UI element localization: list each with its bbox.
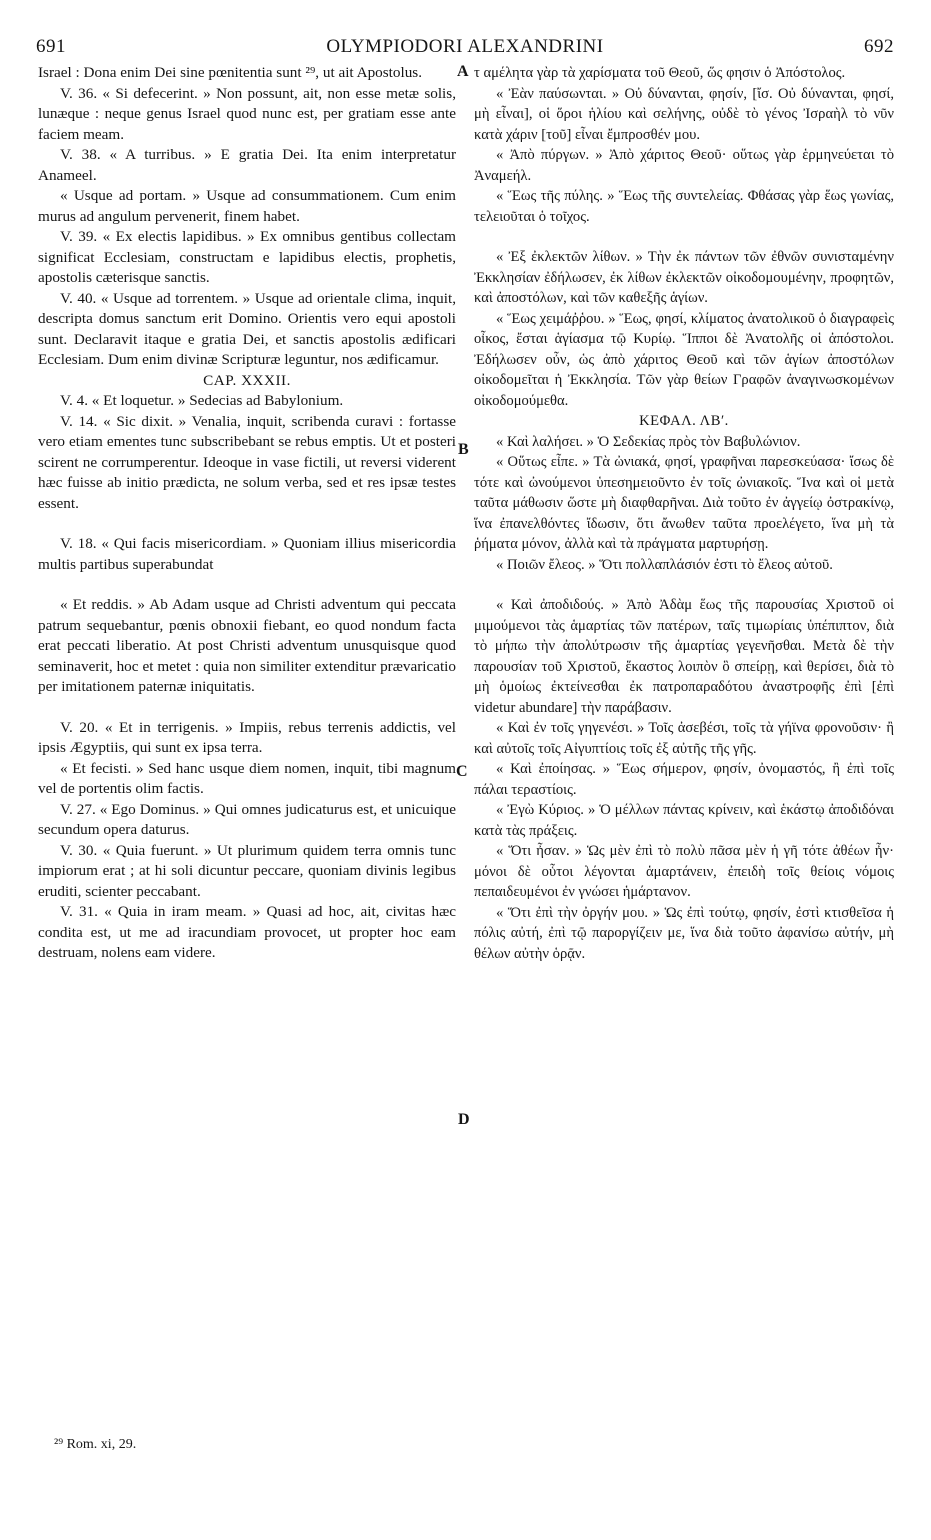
greek-paragraph: τ αμέλητα γὰρ τὰ χαρίσματα τοῦ Θεοῦ, ὥς φησιν ὁ Ἀπόστολος. xyxy=(474,65,846,81)
greek-paragraph: « Ἐξ ἐκλεκτῶν λίθων. » Τὴν ἐκ πάντων τῶν ἐθνῶν συνισταμένην Ἐκκλησίαν ἐδήλωσεν, ἐκ λίθων ἐκλεκτῶν οἰκοδομουμένην, προφητῶν, καὶ ἀποστόλων, καὶ τῶν καθεξῆς ἁγίων. xyxy=(474,249,894,306)
greek-paragraph: « Ἀπὸ πύργων. » Ἀπὸ χάριτος Θεοῦ· οὕτως γὰρ ἑρμηνεύεται τὸ Ἀναμεήλ. xyxy=(474,147,894,184)
latin-paragraph: V. 39. « Ex electis lapidibus. » Ex omnibus gentibus collectam significat Ecclesiam, constructam e lapidibus electis, prophetis, apostolis cæterisque sanctis. xyxy=(38,228,456,286)
latin-chapter-heading: CAP. XXXII. xyxy=(203,371,291,389)
greek-paragraph: « Οὕτως εἶπε. » Τὰ ὠνιακά, φησί, γραφῆναι παρεσκεύασα· ἴσως δὲ τότε καὶ ὠνούμενοι ὑπεσημειοῦντο ἐν τοῖς ὠνιακοῖς. Ἵνα καὶ οἱ μετὰ ταῦτα μάθωσιν ὥστε μὴ διαφθαρῆναι. Διὰ τοῦτο ἐν ἀγγείῳ ὀστρακίνῳ, ἵνα ἐπανελθόντες ἴδωσιν, ὅτι ἄνωθεν ταῦτα προελέγετο, ἵνα μὴ τὰ ῥήματα μόνον, ἀλλὰ καὶ τὰ πράγματα μαρτυρήσῃ. xyxy=(474,454,894,552)
latin-paragraph: V. 14. « Sic dixit. » Venalia, inquit, scribenda curavi : fortasse vero etiam ementes tunc subscribebant se rebus emptis. Ut et posteri scirent ne corrumperentur. Ideoque in vase fictili, ut reversi viderent hæc fuisse ab initio prædicta, ne solum verba, sed et res ipsæ testes essent. xyxy=(38,412,456,512)
page-number-left: 691 xyxy=(36,36,66,57)
greek-paragraph: « Ποιῶν ἔλεος. » Ὅτι πολλαπλάσιόν ἐστι τὸ ἔλεος αὐτοῦ. xyxy=(496,556,833,573)
latin-paragraph: « Et fecisti. » Sed hanc usque diem nomen, inquit, tibi magnum vel de portentis olim factis. xyxy=(38,759,456,797)
latin-paragraph: « Usque ad portam. » Usque ad consummationem. Cum enim murus ad angulum pervenerit, finem habet. xyxy=(38,187,456,225)
latin-paragraph: V. 20. « Et in terrigenis. » Impiis, rebus terrenis addictis, vel ipsis Ægyptiis, qui sunt ex ipsa terra. xyxy=(38,718,456,756)
column-marker-b: B xyxy=(458,441,469,458)
spacer xyxy=(38,698,456,718)
greek-paragraph: « Ἕως χειμάῤῥου. » Ἕως, φησί, κλίματος ἀνατολικοῦ ὁ διαγραφεὶς οἶκος, ἔσται ἁγίασμα τῷ Κυρίῳ. Ἵπποι δὲ Ἀνατολῆς οἱ ἀπόστολοι. Ἐδήλωσεν οὖν, ὡς ἀπὸ χάριτος Θεοῦ καὶ τῶν ἁγίων ἀποστόλων οἰκοδομεῖται ἡ Ἐκκλησία. Τῶν γὰρ θείων Γραφῶν ἀναγινωσκομένων οἰκοδομούμεθα. xyxy=(474,310,894,409)
spacer xyxy=(474,227,894,247)
footnote: ²⁹ Rom. xi, 29. xyxy=(54,1437,137,1452)
greek-paragraph: « Ἐὰν παύσωνται. » Οὐ δύνανται, φησίν, [ἴσ. Οὐ δύνανται, φησί, μὴ εἶναι], οἱ ὅροι ἡλίου καὶ σελήνης, οὐδὲ τὸ γένος Ἰσραὴλ τὸ νῦν κατὰ χάριν [τοῦ] εἶναι ἔμπροσθέν μου. xyxy=(474,85,894,143)
latin-paragraph: V. 27. « Ego Dominus. » Qui omnes judicaturus est, et unicuique secundum opera daturus. xyxy=(38,800,456,838)
greek-paragraph: « Ὅτι ἦσαν. » Ὡς μὲν ἐπὶ τὸ πολὺ πᾶσα μὲν ἡ γῆ τότε ἀθέων ἦν· μόνοι δὲ οὗτοι λέγονται ἁμαρτάνειν, ἐπειδὴ τοῖς θείοις νόμοις πεπαιδευμένοι ἐν γνώσει ἡμάρτανον. xyxy=(474,843,894,900)
greek-paragraph: « Ἕως τῆς πύλης. » Ἕως τῆς συντελείας. Φθάσας γὰρ ἕως γωνίας, τελειοῦται ὁ τοῖχος. xyxy=(474,188,894,225)
page-number-right: 692 xyxy=(864,36,894,57)
greek-paragraph: « Καὶ ἐποίησας. » Ἕως σήμερον, φησίν, ὀνομαστός, ἢ ἐπὶ τοῖς πάλαι τεραστίοις. xyxy=(474,761,894,798)
latin-paragraph: « Et reddis. » Ab Adam usque ad Christi adventum qui peccata patrum sequebantur, pœnis obnoxii fiebant, eo quod nondum facta erat peccati liberatio. At post Christi adventum unusquisque quod seminaverit, hoc et metet : quia non similiter extenditur prævaricatio per imitationem paternæ iniquitatis. xyxy=(38,596,456,695)
greek-paragraph: « Καὶ ἐν τοῖς γηγενέσι. » Τοῖς ἀσεβέσι, τοῖς τὰ γήϊνα φρονοῦσιν· ἢ καὶ αὐτοῖς τοῖς Αἰγυπτίοις τοῖς ἐξ αὐτῆς τῆς γῆς. xyxy=(474,720,894,757)
latin-paragraph: V. 36. « Si defecerint. » Non possunt, ait, non esse metæ solis, lunæque : neque genus Israel quod nunc est, per gratiam esse ante faciem meam. xyxy=(38,84,456,143)
spacer xyxy=(38,575,456,595)
latin-paragraph: V. 4. « Et loquetur. » Sedecias ad Babylonium. xyxy=(60,392,344,409)
latin-paragraph: V. 18. « Qui facis misericordiam. » Quoniam illius misericordia multis partibus superabundat xyxy=(38,535,456,573)
greek-paragraph: « Καὶ λαλήσει. » Ὁ Σεδεκίας πρὸς τὸν Βαβυλώνιον. xyxy=(496,433,801,450)
greek-paragraph: « Ὅτι ἐπὶ τὴν ὀργήν μου. » Ὡς ἐπὶ τούτῳ, φησίν, ἐστὶ κτισθεῖσα ἡ πόλις αὐτή, ἐπὶ τῷ παροργίζειν με, ἵνα διὰ τοῦτο ἀφανίσω αὐτήν, μὴ θέλων αὐτὴν ὁρᾷν. xyxy=(474,904,894,962)
greek-paragraph: « Ἐγὼ Κύριος. » Ὁ μέλλων πάντας κρίνειν, καὶ ἑκάστῳ ἀποδιδόναι κατὰ τὰς πράξεις. xyxy=(474,802,894,839)
latin-column xyxy=(38,63,456,964)
column-marker-a: A xyxy=(457,63,469,80)
running-title: OLYMPIODORI ALEXANDRINI xyxy=(326,36,604,57)
column-marker-d: D xyxy=(458,1111,470,1128)
latin-paragraph: Israel : Dona enim Dei sine pœnitentia sunt ²⁹, ut ait Apostolus. xyxy=(38,64,422,81)
spacer xyxy=(38,514,456,534)
latin-paragraph: V. 30. « Quia fuerunt. » Ut plurimum quidem terra omnis tunc impiorum erat ; at hi soli dicuntur peccare, quoniam divinis legibus eruditi, scienter peccabant. xyxy=(38,841,456,900)
column-marker-c: C xyxy=(456,763,468,780)
greek-chapter-heading: ΚΕΦΑΛ. ΛΒʹ. xyxy=(639,413,729,429)
latin-paragraph: V. 31. « Quia in iram meam. » Quasi ad hoc, ait, civitas hæc condita est, ut me ad iracundiam provocet, ut propter hoc eam destruam, nolens eam videre. xyxy=(38,903,456,961)
latin-paragraph: V. 38. « A turribus. » E gratia Dei. Ita enim interpretatur Anameel. xyxy=(38,146,456,184)
spacer xyxy=(474,575,894,595)
page-header xyxy=(36,36,894,62)
latin-paragraph: V. 40. « Usque ad torrentem. » Usque ad orientale clima, inquit, descripta domus sanctum erit Domino. Orientis vero equi apostoli sunt. Declaravit itaque e gratia Dei, et sanctis apostolis ædificari Ecclesiam. Dum enim divinæ Scripturæ leguntur, nos ædificamur. xyxy=(38,289,456,368)
greek-column xyxy=(474,63,894,964)
greek-paragraph: « Καὶ ἀποδιδούς. » Ἀπὸ Ἀδὰμ ἕως τῆς παρουσίας Χριστοῦ οἱ μιμούμενοι τὰς ἁμαρτίας τῶν πατέρων, ταῖς τιμωρίαις ὑπέπιπτον, διὰ τὸ μήπω τὴν ἀπολύτρωσιν τῆς ἁμαρτίας γεγενῆσθαι. Μετὰ δὲ τὴν παρουσίαν τοῦ Χριστοῦ, ἕκαστος λοιπὸν ὃ σπείρῃ, καὶ θερίσει, διὰ τὸ μὴ ὁμοίως ἐκτείνεσθαι ἐκ πατροπαραδότου ἀναστροφῆς ἐπὶ [ἐπὶ videtur abundare] τὴν παράβασιν. xyxy=(474,597,894,716)
